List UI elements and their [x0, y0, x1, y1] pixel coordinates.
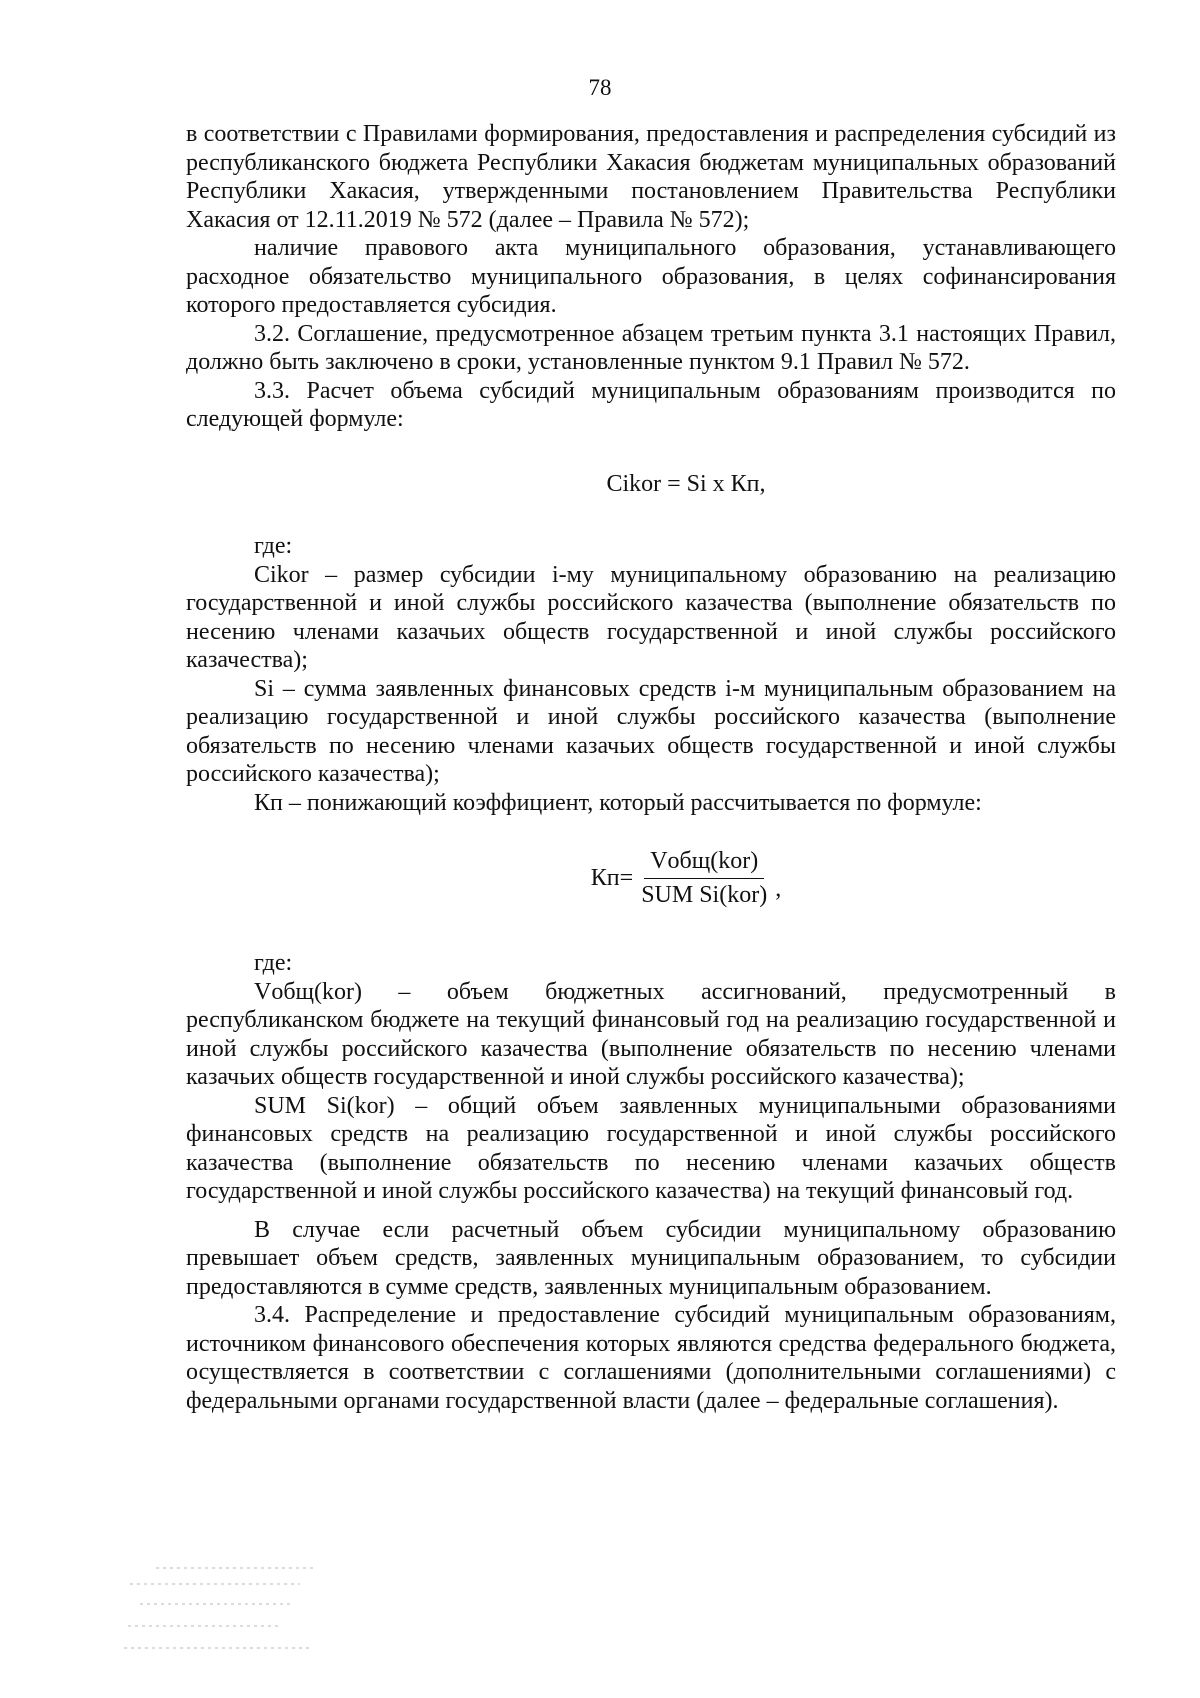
formula-kp-fraction: [635, 847, 773, 909]
paragraph-exceed-case: В случае если расчетный объем субсидии муниципальному образованию превышает объем средств, заявленных муниципальным образованием, то субсидии предоставляются в сумме средств, заявленных муниципальным образованием.: [186, 1216, 1116, 1300]
definition-cikor: Cikor – размер субсидии i-му муниципальному образованию на реализацию государственной и иной службы российского казачества (выполнение обязательств по несению членами казачьих обществ государственной и иной службы российского казачества);: [186, 561, 1116, 673]
formula-kp-denominator: SUM Si(kor): [641, 881, 768, 908]
formula-cikor: Cikor = Si x Кп,: [606, 470, 766, 497]
formula-kp-tail: ,: [775, 875, 782, 902]
definition-vobsch: Vобщ(kor) – объем бюджетных ассигнований, предусмотренный в республиканском бюджете на текущий финансовый год на реализацию государственной и иной службы российского казачества (выполнение обязательств по несению членами казачьих обществ государственной и иной службы российского казачества);: [186, 978, 1116, 1090]
paragraph-rules-reference: в соответствии с Правилами формирования, предоставления и распределения субсидий из республиканского бюджета Республики Хакасия бюджетам муниципальных образований Республики Хакасия, утвержденными постановлением Правительства Республики Хакасия от 12.11.2019 № 572 (далее – Правила № 572);: [186, 121, 1116, 233]
paragraph-legal-act: наличие правового акта муниципального образования, устанавливающего расходное обязательство муниципального образования, в целях софинансирования которого предоставляется субсидия.: [186, 235, 1116, 318]
paragraph-3-4: 3.4. Распределение и предоставление субсидий муниципальным образованиям, источником финансового обеспечения которых являются средства федерального бюджета, осуществляется в соответствии с соглашениями (дополнительными соглашениями) с федеральными органами государственной власти (далее – федеральные соглашения).: [186, 1302, 1116, 1414]
paragraph-3-2: 3.2. Соглашение, предусмотренное абзацем третьим пункта 3.1 настоящих Правил, должно быть заключено в сроки, установленные пунктом 9.1 Правил № 572.: [186, 320, 1116, 375]
definition-sum-si: SUM Si(kor) – общий объем заявленных муниципальными образованиями финансовых средств на реализацию государственной и иной службы российского казачества (выполнение обязательств по несению членами казачьих обществ государственной и иной службы российского казачества) на текущий финансовый год.: [186, 1092, 1116, 1204]
formula-kp-numerator: Vобщ(kor): [644, 847, 764, 879]
document-body: [186, 120, 1116, 1415]
scan-artifact: [120, 1560, 320, 1670]
definition-si: Si – сумма заявленных финансовых средств i-м муниципальным образованием на реализацию государственной и иной службы российского казачества (выполнение обязательств по несению членами казачьих обществ государственной и иной службы российского казачества);: [186, 675, 1116, 787]
formula-kp-lhs: Кп=: [590, 864, 634, 891]
where-label-2: где:: [254, 950, 293, 976]
definition-kp: Кп – понижающий коэффициент, который рассчитывается по формуле:: [254, 789, 982, 816]
paragraph-3-3: 3.3. Расчет объема субсидий муниципальным образованиям производится по следующей формуле:: [186, 377, 1116, 432]
formula-kp: [186, 847, 1116, 909]
page-number: 78: [588, 75, 612, 100]
where-label-1: где:: [254, 533, 293, 559]
